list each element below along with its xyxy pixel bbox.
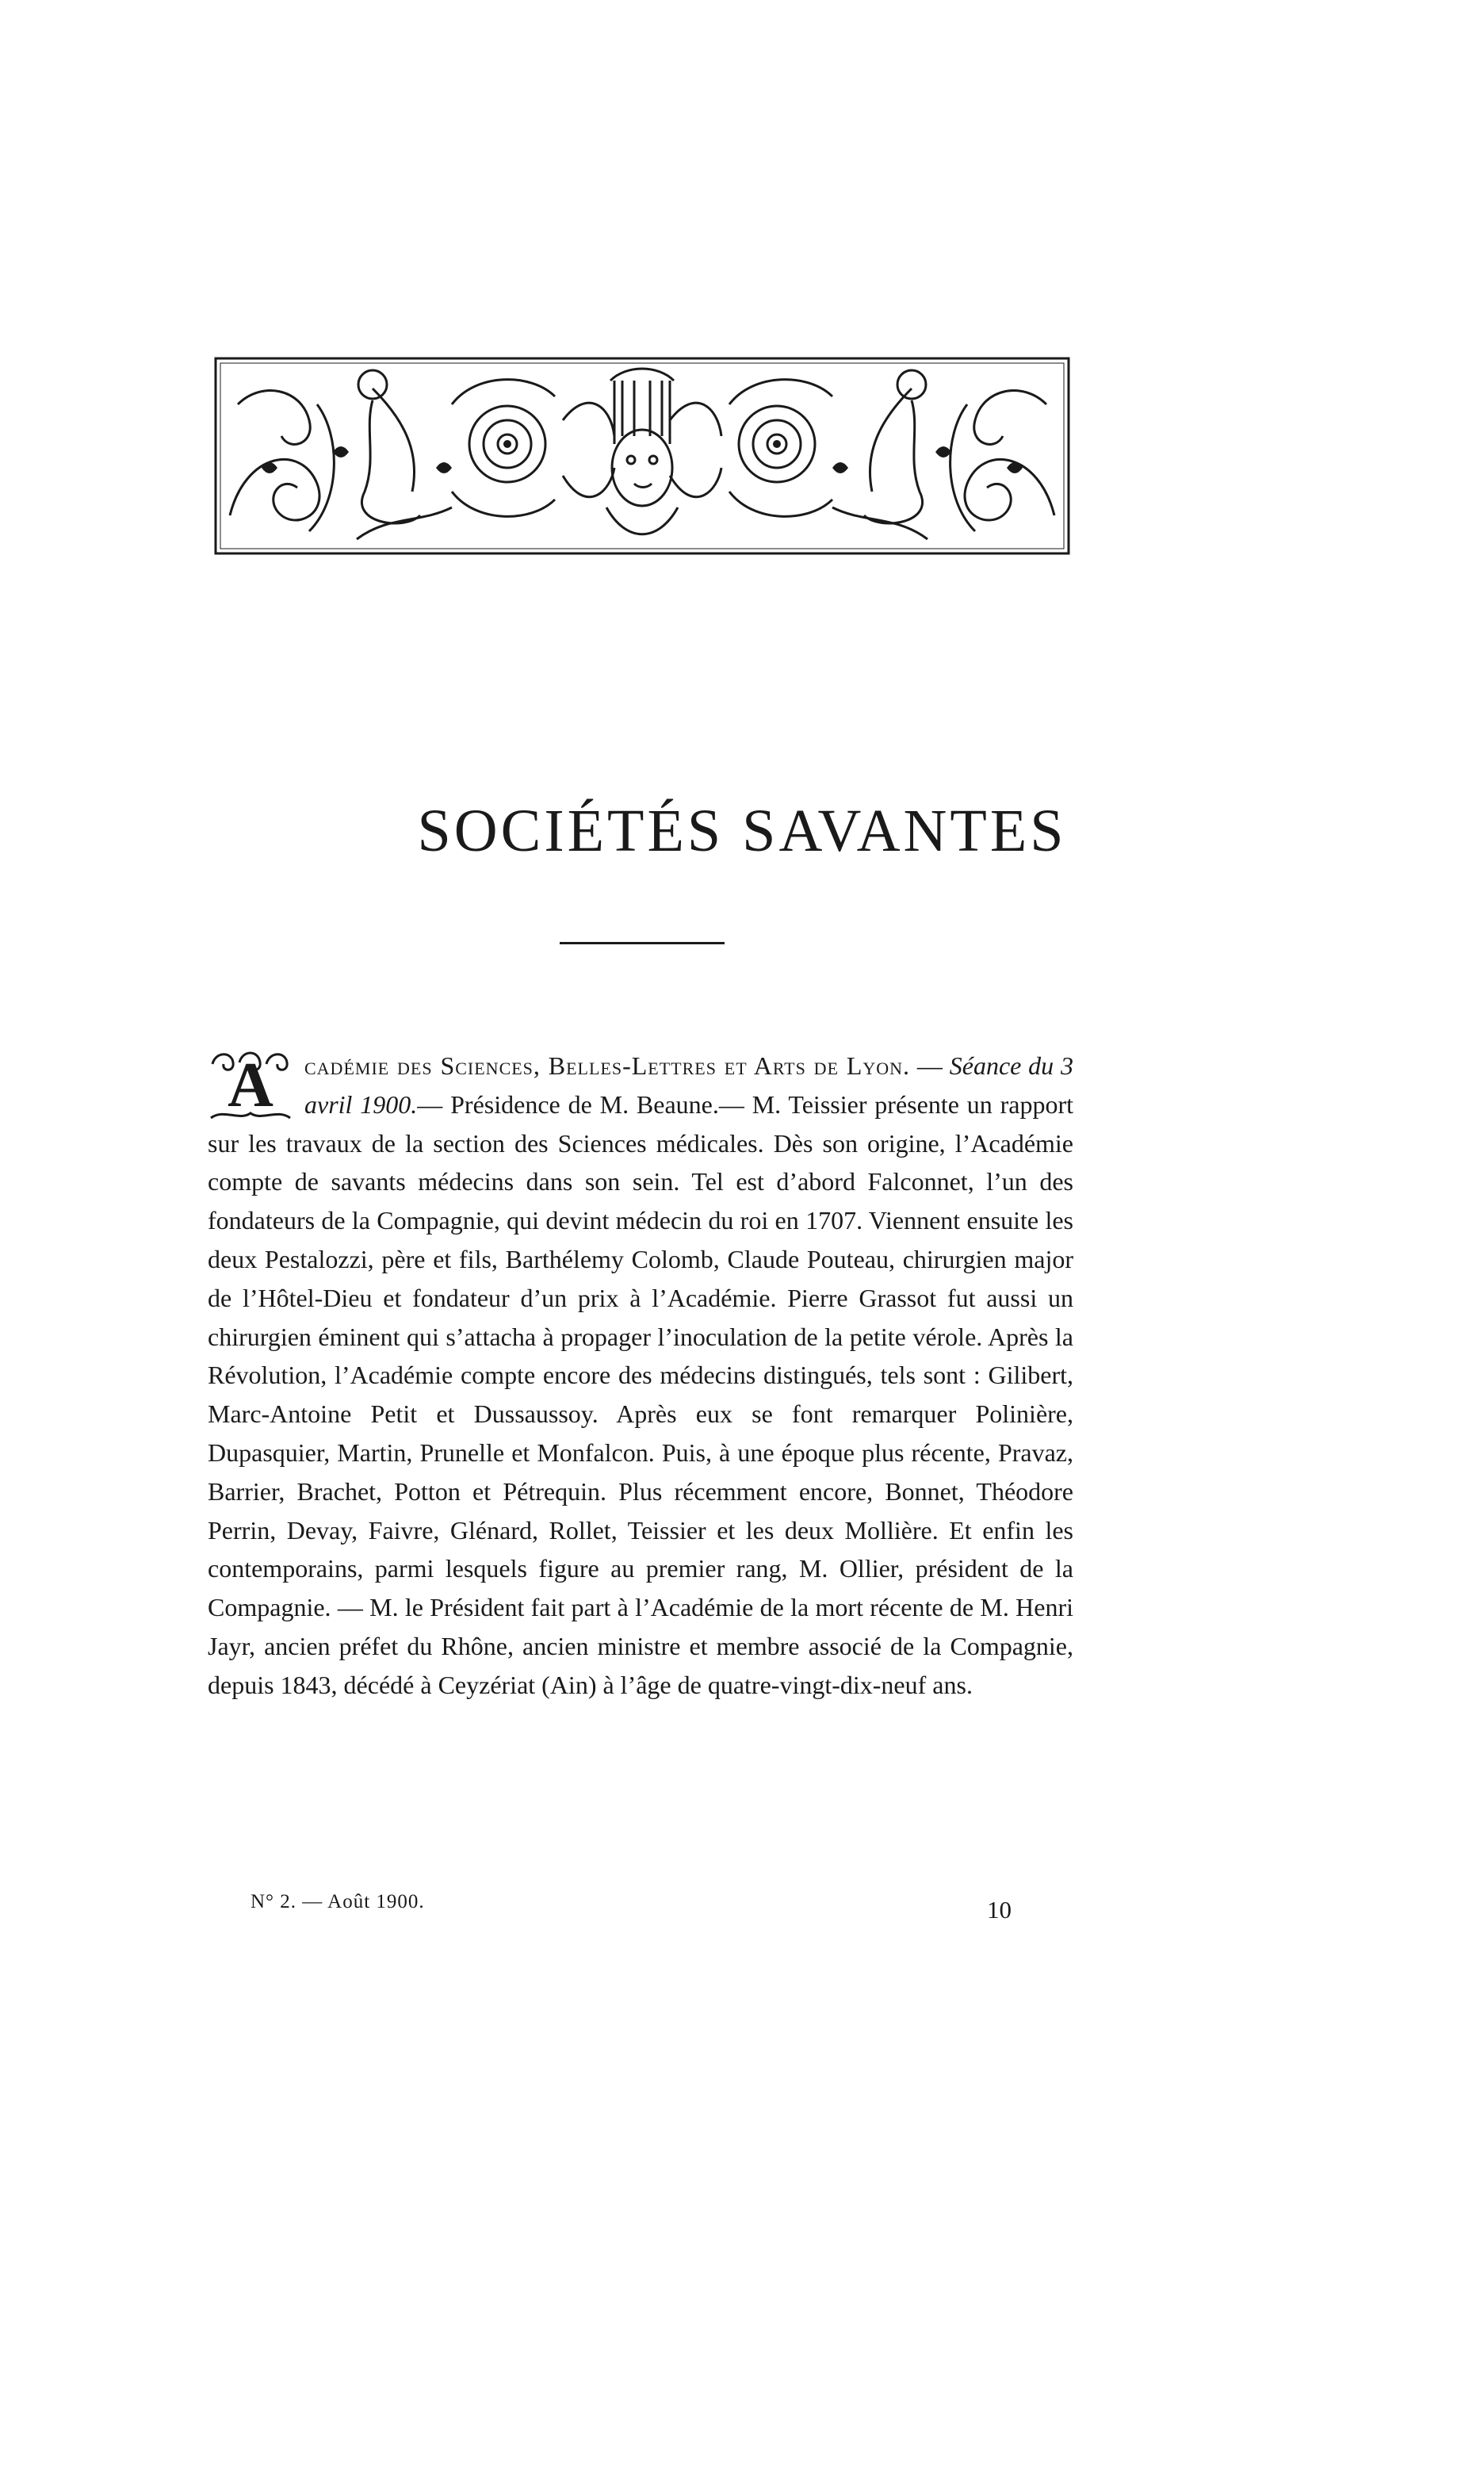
dropcap-letter: A xyxy=(228,1051,273,1120)
page-footer xyxy=(251,1891,1012,1924)
article-body xyxy=(208,1047,1073,1705)
ornament-engraving xyxy=(214,357,1070,555)
report-text: — Présidence de M. Beaune.— M. Teissier présente un rapport sur les travaux de la section des Sciences médicales. Dès son origine, l’Académie compte de savants médecins dans son sein. Tel est d’abord Falconnet, l’un des fondateurs de la Compagnie, qui devint médecin du roi en 1707. Viennent ensuite les deux Pestalozzi, père et fils, Barthélemy Colomb, Claude Pouteau, chirurgien major de l’Hôtel-Dieu et fondateur d’un prix à l’Académie. Pierre Grassot fut aussi un chirurgien éminent qui s’attacha à propager l’inoculation de la petite vérole. Après la Révolution, l’Académie compte encore des médecins distingués, tels sont : Gilibert, Marc-Antoine Petit et Dussaussoy. Après eux se font remarquer Polinière, Dupasquier, Martin, Prunelle et Monfalcon. Puis, à une époque plus récente, Pravaz, Barrier, Brachet, Potton et Pétrequin. Plus récemment encore, Bonnet, Théodore Perrin, Devay, Faivre, Glénard, Rollet, Teissier et les deux Mollière. Et enfin les contemporains, parmi lesquels figure au premier rang, M. Ollier, président de la Compagnie. — M. le Président fait part à l’Académie de la mort récente de M. Henri Jayr, ancien préfet du Rhône, ancien ministre et membre associé de la Compagnie, depuis 1843, décédé à Ceyzériat (Ain) à l’âge de quatre-vingt-dix-neuf ans. xyxy=(208,1089,1074,1699)
decorative-header-ornament xyxy=(214,357,1070,555)
academy-name: cadémie des Sciences, Belles-Lettres et Arts de Lyon. xyxy=(304,1051,911,1080)
heading-dash: — xyxy=(910,1051,950,1080)
title-underline-divider xyxy=(560,942,725,944)
session-date: Séance du 3 avril 1900. xyxy=(304,1051,1074,1119)
issue-number: N° 2. — Août 1900. xyxy=(251,1891,425,1912)
page-number: 10 xyxy=(987,1896,1012,1924)
article-paragraph xyxy=(208,1047,1073,1705)
page-title: SOCIÉTÉS SAVANTES xyxy=(417,798,1067,864)
ornate-dropcap xyxy=(208,1048,293,1123)
